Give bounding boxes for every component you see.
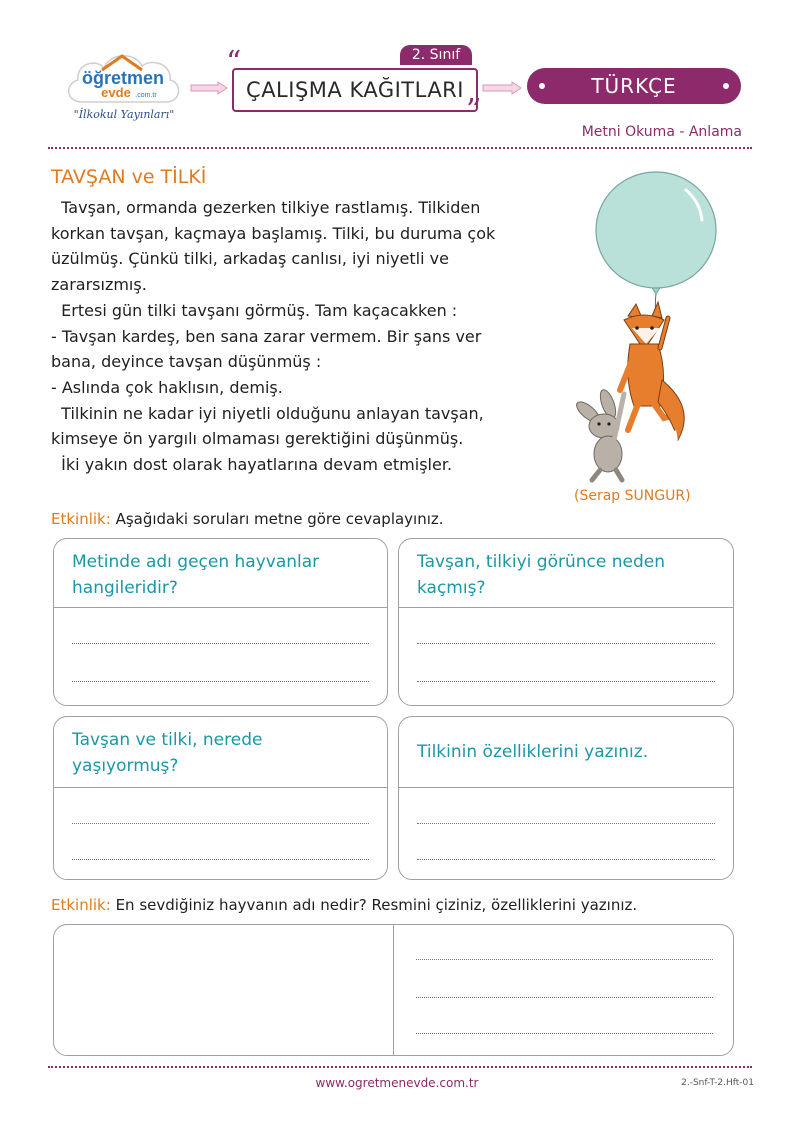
answer-line[interactable] (72, 823, 369, 824)
story-line: bana, deyince tavşan düşünmüş : (51, 352, 322, 372)
story-line: İki yakın dost olarak hayatlarına devam etmişler. (51, 455, 453, 475)
open-quote-icon: “ (226, 45, 242, 80)
header-divider (48, 147, 752, 149)
svg-text:.com.tr: .com.tr (135, 92, 157, 99)
activity-label: Etkinlik: (51, 896, 111, 914)
answer-line[interactable] (417, 823, 715, 824)
arrow-icon (482, 80, 522, 99)
worksheet-title: ÇALIŞMA KAĞITLARI (232, 68, 478, 112)
subject-label: TÜRKÇE (591, 74, 677, 98)
question-box (398, 538, 734, 706)
logo-brand-text-2: evde (101, 85, 131, 100)
answer-line[interactable] (417, 643, 715, 644)
drawing-box (53, 924, 734, 1056)
answer-line[interactable] (72, 859, 369, 860)
footer-divider (48, 1066, 752, 1068)
story-line: üzülmüş. Çünkü tilki, arkadaş canlısı, iyi niyetli ve (51, 249, 449, 269)
bullet-icon (539, 83, 545, 89)
drawing-area[interactable] (58, 929, 388, 1049)
question-box (53, 538, 388, 706)
story-line: - Tavşan kardeş, ben sana zarar vermem. Bir şans ver (51, 326, 482, 346)
question-text: Metinde adı geçen hayvanlar hangileridir? (72, 552, 320, 598)
question-box (398, 716, 734, 880)
footer-code: 2.-Snf-T-2.Hft-01 (681, 1078, 754, 1088)
activity-instruction (51, 896, 637, 914)
answer-line[interactable] (416, 1033, 713, 1034)
activity-text: En sevdiğiniz hayvanın adı nedir? Resmini çiziniz, özelliklerini yazınız. (115, 896, 638, 914)
arrow-icon (190, 80, 228, 99)
story-line: Tilkinin ne kadar iyi niyetli olduğunu anlayan tavşan, (51, 403, 484, 423)
answer-line[interactable] (417, 681, 715, 682)
logo-brand-text: öğretmen (81, 68, 165, 88)
answer-line[interactable] (72, 681, 369, 682)
activity-instruction (51, 510, 444, 528)
answer-line[interactable] (416, 959, 713, 960)
story-line: - Aslında çok haklısın, demiş. (51, 377, 283, 397)
question-text: Tilkinin özelliklerini yazınız. (417, 742, 649, 762)
activity-text: Aşağıdaki soruları metne göre cevaplayınız. (115, 510, 444, 528)
footer-url[interactable]: www.ogretmenevde.com.tr (315, 1076, 479, 1090)
story-line: kimseye ön yargılı olmaması gerektiğini düşünmüş. (51, 429, 464, 449)
subject-badge (527, 68, 741, 104)
question-divider (54, 787, 387, 788)
publisher-logo (60, 40, 185, 130)
story-line: korkan tavşan, kaçmaya başlamış. Tilki, bu duruma çok (51, 223, 496, 243)
question-divider (54, 607, 387, 608)
svg-text:"İlkokul Yayınları": "İlkokul Yayınları" (73, 108, 175, 121)
box-divider (393, 925, 394, 1055)
close-quote-icon: ” (466, 93, 482, 128)
question-divider (399, 607, 733, 608)
activity-label: Etkinlik: (51, 510, 111, 528)
author-credit: (Serap SUNGUR) (574, 488, 691, 504)
story-title: TAVŞAN ve TİLKİ (51, 166, 207, 188)
question-text: Tavşan, tilkiyi görünce neden kaçmış? (417, 552, 665, 598)
question-box (53, 716, 388, 880)
balloon-fox-rabbit-illustration (568, 168, 738, 487)
story-text (51, 195, 571, 478)
grade-tag: 2. Sınıf (400, 45, 472, 65)
story-line: zararsızmış. (51, 275, 147, 295)
answer-line[interactable] (416, 997, 713, 998)
story-line: Tavşan, ormanda gezerken tilkiye rastlamış. Tilkiden (51, 198, 481, 217)
answer-line[interactable] (72, 643, 369, 644)
question-text: Tavşan ve tilki, nerede yaşıyormuş? (72, 730, 263, 776)
bullet-icon (723, 83, 729, 89)
topic-label: Metni Okuma - Anlama (581, 124, 742, 140)
question-divider (399, 787, 733, 788)
story-line: Ertesi gün tilki tavşanı görmüş. Tam kaçacakken : (51, 300, 458, 320)
answer-line[interactable] (417, 859, 715, 860)
